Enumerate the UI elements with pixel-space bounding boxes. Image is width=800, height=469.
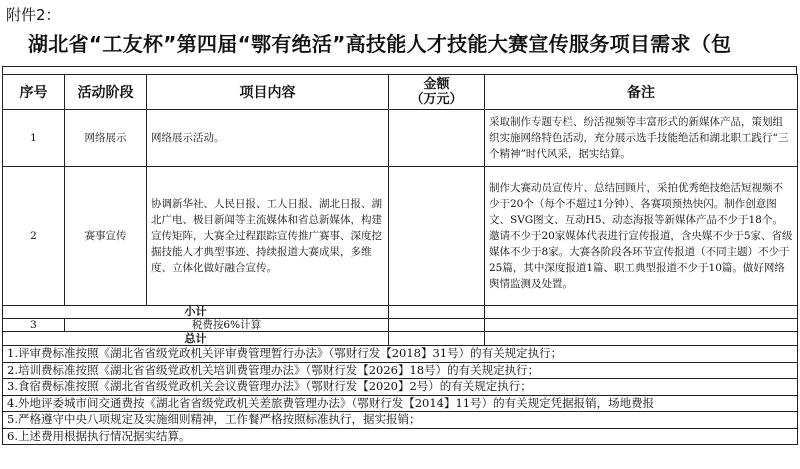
note-row: [3, 346, 798, 363]
row-remark: 制作大赛动员宣传片、总结回顾片，采拍优秀绝技绝活短视频不少于20个（每个不超过1分钟）、各赛项预热快闪。制作创意图文、SVG图文、互动H5、动态海报等新媒体产品不少于18个。邀请不少于20家媒体代表进行宣传报道，含央媒不少于5家、省级媒体不少于8家。大赛各阶段各环节宣传报道（不同主题）不少于25篇，其中深度报道1篇、职工典型报道不少于10篇。做好网络舆情监测及处置。: [485, 167, 798, 306]
subtotal-label: 小计: [3, 306, 389, 319]
row-amount: [389, 167, 485, 306]
page-title: 湖北省“工友杯”第四届“鄂有绝活”高技能人才技能大赛宣传服务项目需求（包: [28, 32, 732, 56]
requirements-table: [2, 74, 798, 445]
total-remark: [485, 332, 798, 346]
table-top-band: [2, 66, 797, 74]
total-row: [3, 332, 798, 346]
note-line: 4.外地评委城市间交通费按《湖北省省级党政机关差旅费管理办法》（鄂财行发【2014】11号）的有关规定凭据报销，场地费报: [3, 395, 798, 412]
note-line: 3.食宿费标准按照《湖北省省级党政机关会议费管理办法》（鄂财行发【2020】2号）的有关规定执行；: [3, 379, 798, 396]
col-header-remark: 备注: [485, 75, 798, 110]
subtotal-row: [3, 306, 798, 319]
amount-label: 金额: [423, 77, 450, 92]
note-row: [3, 395, 798, 412]
note-row: [3, 379, 798, 396]
total-label: 总计: [3, 332, 389, 346]
tax-no: 3: [3, 319, 65, 332]
row-no: 2: [3, 167, 65, 306]
note-line: 1.评审费标准按照《湖北省省级党政机关评审费管理暂行办法》（鄂财行发【2018】31号）的有关规定执行；: [3, 346, 798, 363]
tax-row: [3, 319, 798, 332]
total-amount: [389, 332, 485, 346]
col-header-content: 项目内容: [147, 75, 389, 110]
tax-label: 税费按6%计算: [65, 319, 389, 332]
subtotal-remark: [485, 306, 798, 319]
col-header-amount: [389, 75, 485, 110]
col-header-no: 序号: [3, 75, 65, 110]
note-row: [3, 428, 798, 445]
note-row: [3, 362, 798, 379]
row-content: 协调新华社、人民日报、工人日报、湖北日报、湖北广电、极目新闻等主流媒体和省总新媒体，构建宣传矩阵，大赛全过程跟踪宣传推广赛事、深度挖掘技能人才典型事迹、持续报道大赛成果，多维度、立体化做好融合宣传。: [147, 167, 389, 306]
row-stage: 网络展示: [65, 110, 147, 167]
row-amount: [389, 110, 485, 167]
tax-remark: [485, 319, 798, 332]
table-header-row: [3, 75, 798, 110]
col-header-stage: 活动阶段: [65, 75, 147, 110]
row-remark: 采取制作专题专栏、纷活视频等丰富形式的新媒体产品，策划组织实施网络特色活动，充分展示选手技能绝活和湖北职工践行“三个精神”时代风采，据实结算。: [485, 110, 798, 167]
tax-amount: [389, 319, 485, 332]
note-row: [3, 412, 798, 429]
attachment-label: 附件2：: [6, 6, 61, 24]
note-line: 6.上述费用根据执行情况据实结算。: [3, 428, 798, 445]
row-no: 1: [3, 110, 65, 167]
table-row: [3, 110, 798, 167]
subtotal-amount: [389, 306, 485, 319]
row-stage: 赛事宣传: [65, 167, 147, 306]
amount-unit: （万元）: [410, 92, 463, 107]
note-line: 5.严格遵守中央八项规定及实施细则精神，工作餐严格按照标准执行，据实报销；: [3, 412, 798, 429]
table-row: [3, 167, 798, 306]
note-line: 2.培训费标准按照《湖北省省级党政机关培训费管理办法》（鄂财行发【2026】18号）的有关规定执行；: [3, 362, 798, 379]
row-content: 网络展示活动。: [147, 110, 389, 167]
